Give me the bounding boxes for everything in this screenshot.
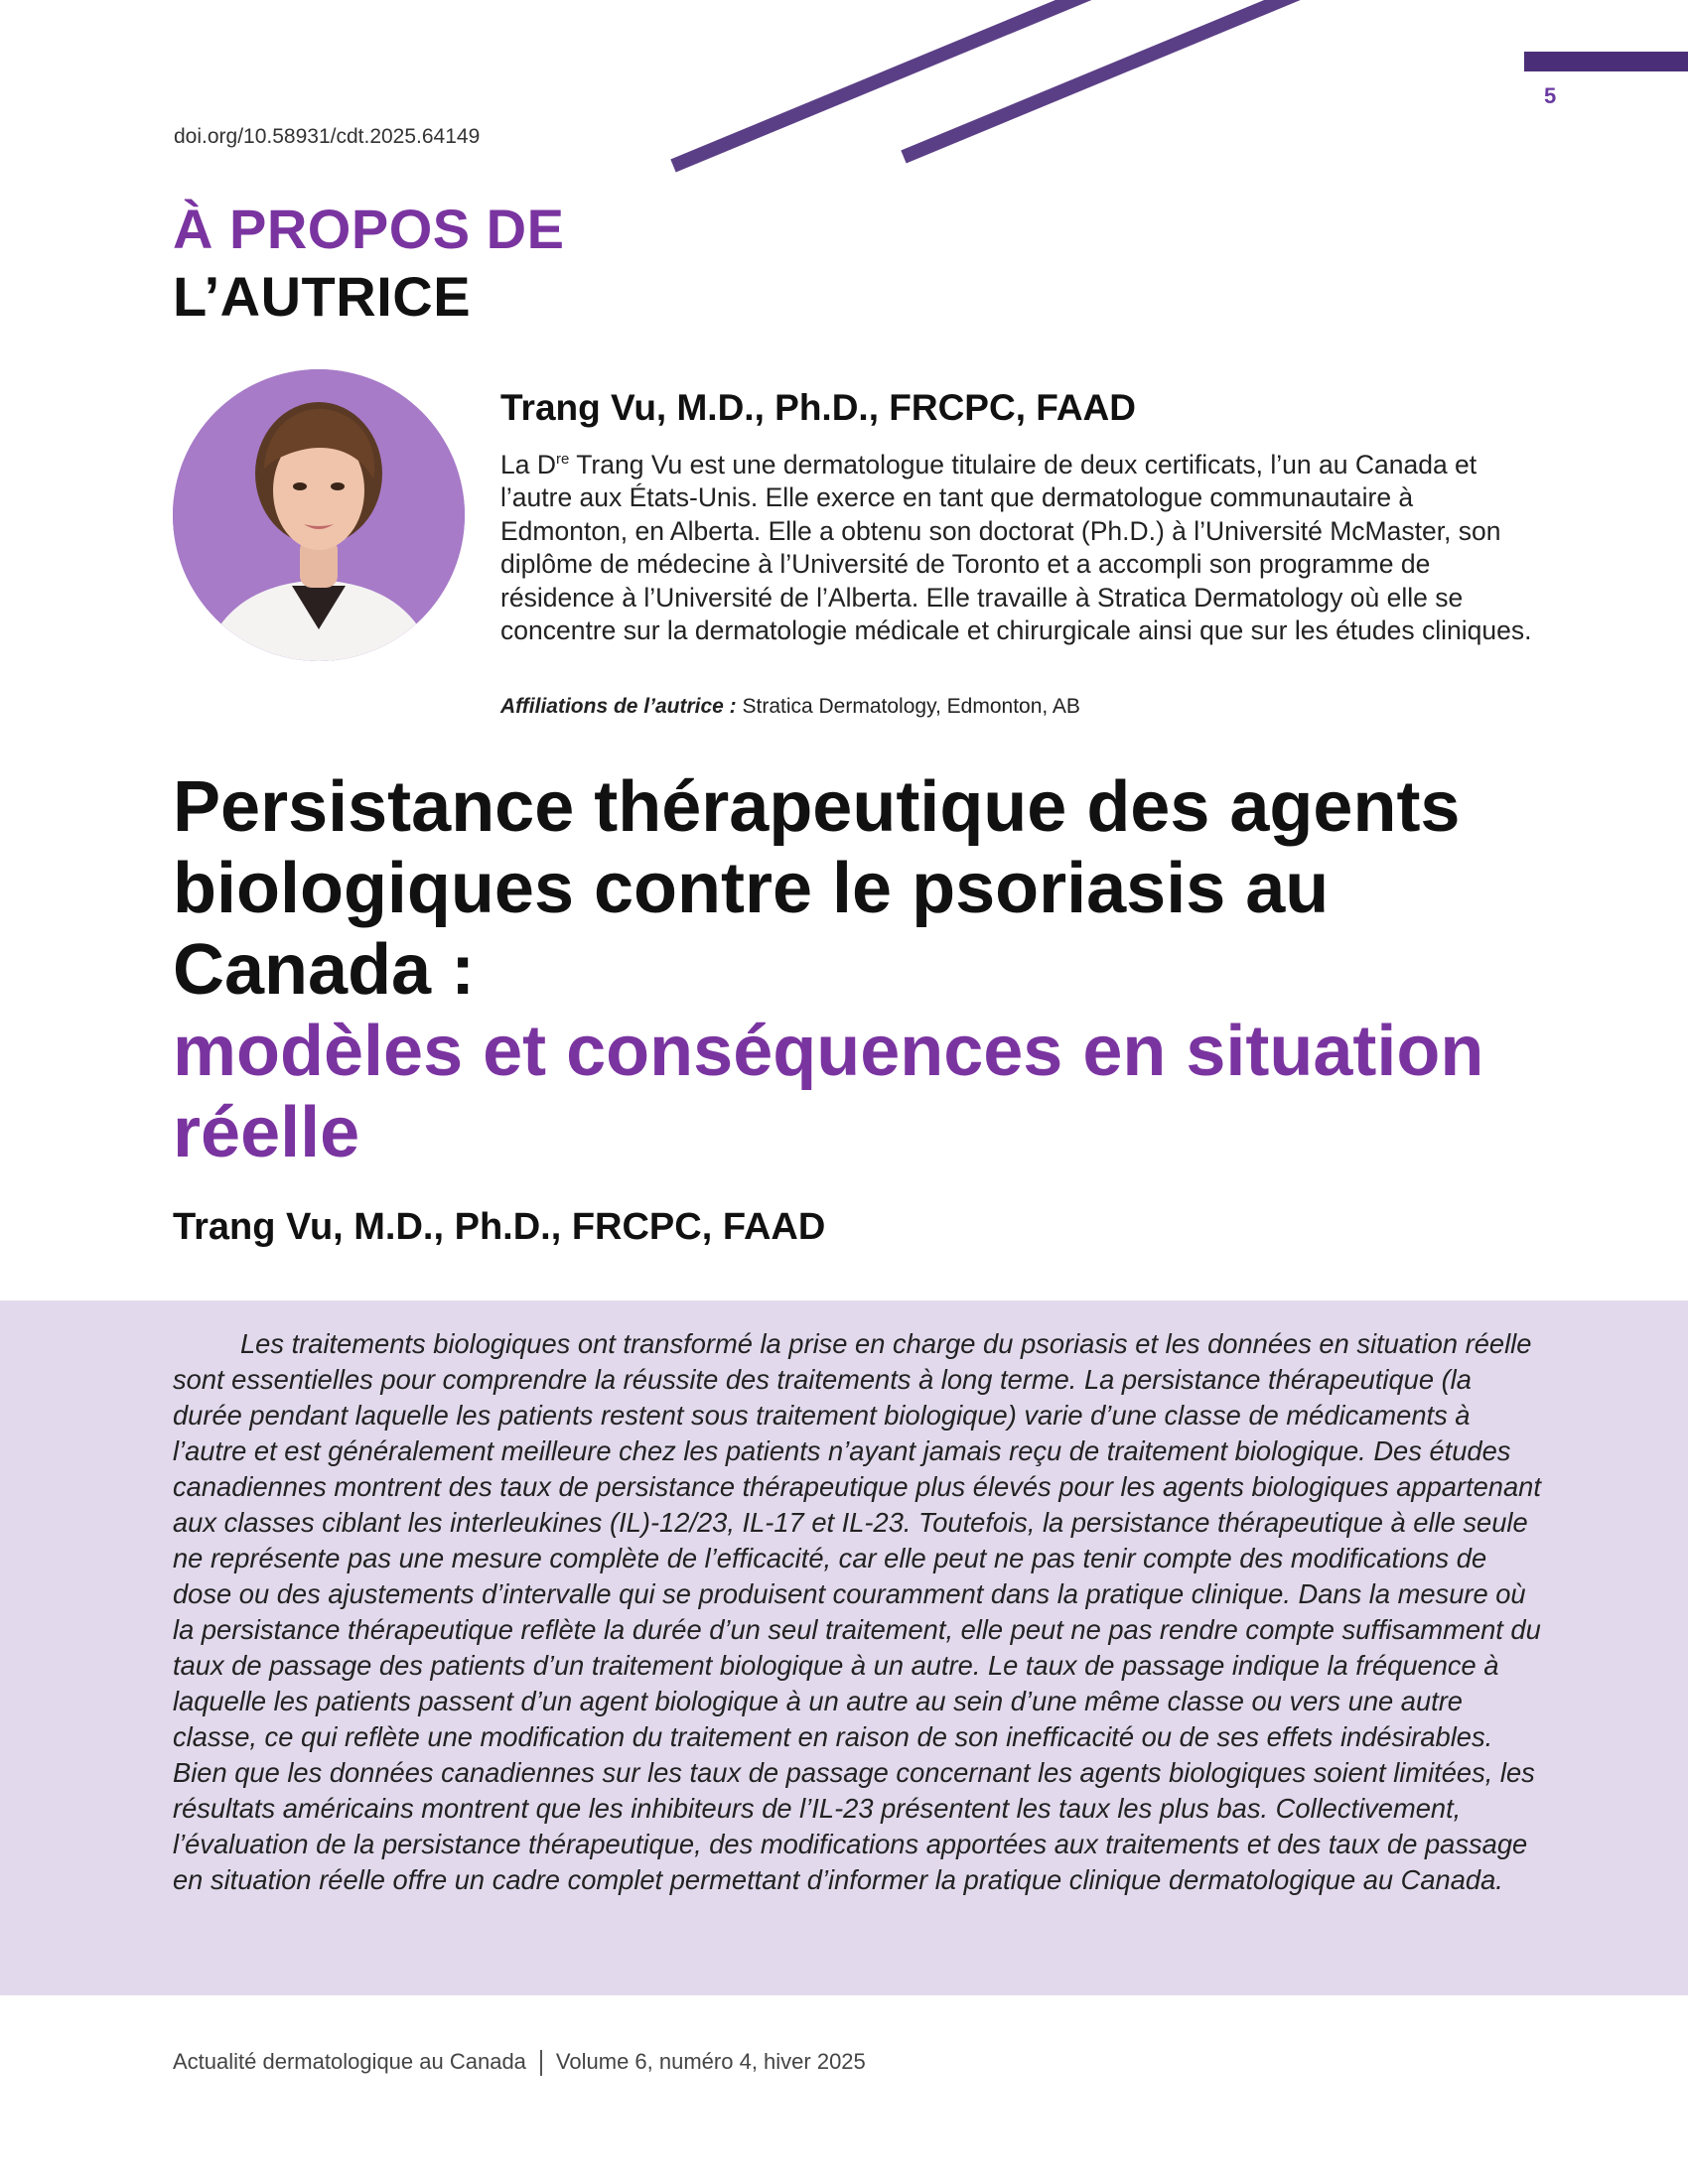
doi-link[interactable]: doi.org/10.58931/cdt.2025.64149 [174, 125, 481, 148]
footer-journal: Actualité dermatologique au Canada [173, 2049, 526, 2074]
author-name: Trang Vu, M.D., Ph.D., FRCPC, FAAD [500, 387, 1136, 428]
article-byline: Trang Vu, M.D., Ph.D., FRCPC, FAAD [173, 1206, 826, 1248]
author-bio [500, 443, 1543, 648]
article-title: Persistance thérapeutique des agents biologiques contre le psoriasis au Canada : [173, 767, 1461, 1010]
author-affiliation [500, 695, 1080, 719]
page-number-bar [1524, 52, 1688, 71]
page-number: 5 [1544, 83, 1557, 108]
footer-separator [540, 2050, 542, 2076]
author-bio-prefix: La D [500, 449, 556, 479]
author-bio-text: Trang Vu est une dermatologue titulaire de deux certificats, l’un au Canada et l’autre aux États-Unis. Elle exerce en tant que dermatologue communautaire à Edmonton, en Alberta. Elle a obtenu son doctorat (Ph.D.) à l’Université McMaster, son diplôme de médecine à l’Université de Toronto et a accompli son programme de résidence à l’Université de l’Alberta. Elle travaille à Stratica Dermatology où elle se concentre sur la dermatologie médicale et chirurgicale ainsi que sur les études cliniques. [500, 449, 1532, 646]
author-portrait-illustration [173, 369, 465, 661]
about-heading-line1: À PROPOS DE [173, 198, 565, 260]
author-photo [173, 369, 465, 661]
affiliation-value: Stratica Dermatology, Edmonton, AB [736, 695, 1080, 718]
decorative-stripe [901, 0, 1328, 163]
footer-issue: Volume 6, numéro 4, hiver 2025 [555, 2049, 866, 2074]
affiliation-label: Affiliations de l’autrice : [500, 695, 737, 718]
decorative-stripe [670, 0, 1107, 172]
author-bio-superscript: re [555, 451, 570, 468]
abstract-text: Les traitements biologiques ont transformé la prise en charge du psoriasis et les données en situation réelle sont essentielles pour comprendre la réussite des traitements à long terme. La persistance thérapeutique (la durée pendant laquelle les patients restent sous traitement biologique) varie d’une classe de médicaments à l’autre et est généralement meilleure chez les patients n’ayant jamais reçu de traitement biologique. Des études canadiennes montrent des taux de persistance thérapeutique plus élevés pour les agents biologiques appartenant aux classes ciblant les interleukines (IL)-12/23, IL-17 et IL-23. Toutefois, la persistance thérapeutique à elle seule ne représente pas une mesure complète de l’efficacité, car elle peut ne pas tenir compte des modifications de dose ou des ajustements d’intervalle qui se produisent couramment dans la pratique clinique. Dans la mesure où la persistance thérapeutique reflète la durée d’un seul traitement, elle peut ne pas rendre compte suffisamment du taux de passage des patients d’un traitement biologique à un autre. Le taux de passage indique la fréquence à laquelle les patients passent d’un agent biologique à un autre au sein d’une même classe ou vers une autre classe, ce qui reflète une modification du traitement en raison de son inefficacité ou de ses effets indésirables. Bien que les données canadiennes sur les taux de passage concernant les agents biologiques soient limitées, les résultats américains montrent que les inhibiteurs de l’IL-23 présentent les taux les plus bas. Collectivement, l’évaluation de la persistance thérapeutique, des modifications apportées aux traitements et des taux de passage en situation réelle offre un cadre complet permettant d’informer la pratique clinique dermatologique au Canada. [173, 1328, 1541, 1895]
about-heading-line2: L’AUTRICE [173, 265, 472, 328]
article-subtitle: modèles et conséquences en situation réelle [173, 1012, 1484, 1172]
page-footer [173, 2049, 866, 2076]
